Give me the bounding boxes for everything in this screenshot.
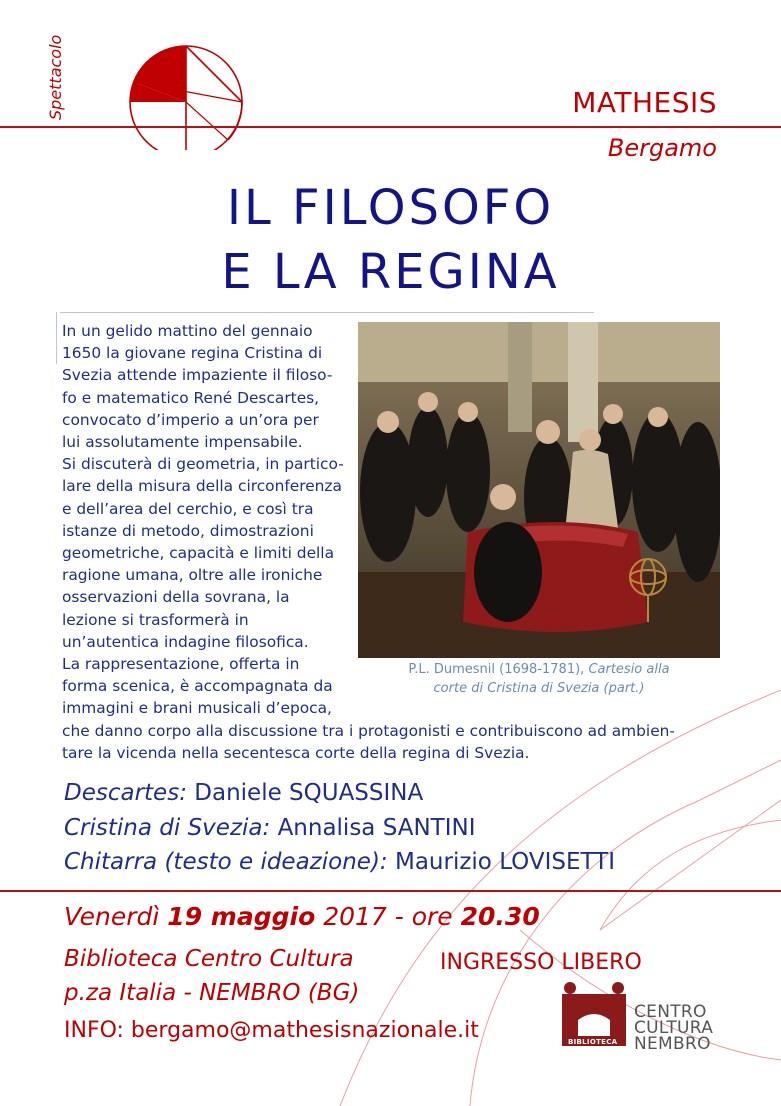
- painting-caption-line1: [358, 660, 720, 679]
- description-line: lui assolutamente impensabile.: [62, 433, 303, 452]
- description-line: osservazioni della sovrana, la: [62, 588, 290, 607]
- cast-role: Chitarra (testo e ideazione):: [64, 849, 395, 875]
- cast-name: Annalisa SANTINI: [277, 815, 476, 841]
- painting-caption-line2: [358, 679, 720, 698]
- vertical-label-spettacolo: Spettacolo: [46, 34, 65, 120]
- cast-row-chitarra: [64, 849, 615, 875]
- event-year: 2017 - ore: [315, 902, 461, 931]
- description-line: tare la vicenda nella secentesca corte della regina di Svezia.: [62, 743, 530, 762]
- description-line: Si discuterà di geometria, in partico-: [62, 455, 344, 474]
- event-date: 19 maggio: [167, 902, 316, 931]
- page-title-line2: E LA REGINA: [221, 244, 560, 300]
- description-line: immagini e brani musicali d’epoca,: [62, 699, 332, 718]
- bottom-rule: [0, 890, 781, 892]
- cast-name: Daniele SQUASSINA: [194, 780, 424, 806]
- description-line: che danno corpo alla discussione tra i protagonisti e contribuiscono ad ambien-: [62, 721, 675, 740]
- caption-author: P.L. Dumesnil (1698-1781),: [408, 662, 589, 677]
- logo-line1: CENTRO: [634, 1002, 707, 1022]
- free-entry-label: INGRESSO LIBERO: [440, 950, 642, 975]
- painting-image: [358, 322, 720, 658]
- event-datetime: [64, 902, 540, 931]
- description-line: ragione umana, oltre alle ironiche: [62, 566, 323, 585]
- description-line: lezione si trasformerà in: [62, 610, 249, 629]
- description-line: fo e matematico René Descartes,: [62, 388, 320, 407]
- logo-line3: NEMBRO: [634, 1034, 711, 1054]
- info-email[interactable]: INFO: bergamo@mathesisnazionale.it: [64, 1018, 479, 1043]
- painting-caption: [358, 660, 720, 698]
- cast-role: Cristina di Svezia:: [64, 815, 278, 841]
- cast-row-cristina: [64, 815, 476, 841]
- cast-role: Descartes:: [64, 780, 195, 806]
- logo-line2: CULTURA: [634, 1018, 714, 1038]
- description-line: forma scenica, è accompagnata da: [62, 677, 333, 696]
- caption-title-part2: corte di Cristina di Svezia (part.): [433, 681, 645, 696]
- description-line: convocato d’imperio a un’ora per: [62, 410, 319, 429]
- description-line: e dell’area del cerchio, e così tra: [62, 499, 314, 518]
- event-venue-line2: p.za Italia - NEMBRO (BG): [64, 980, 360, 1006]
- description-line: lare della misura della circonferenza: [62, 477, 342, 496]
- description-line: In un gelido mattino del gennaio: [62, 322, 313, 340]
- description-line: Svezia attende impaziente il filoso-: [62, 366, 333, 385]
- event-venue-line1: Biblioteca Centro Cultura: [64, 946, 354, 972]
- description-line: La rappresentazione, offerta in: [62, 655, 300, 674]
- description-line: 1650 la giovane regina Cristina di: [62, 344, 323, 363]
- mathesis-logo-icon: [78, 30, 278, 150]
- event-day: Venerdì: [64, 902, 168, 931]
- text-block-side-rule: [56, 312, 57, 364]
- page-title-line1: IL FILOSOFO: [226, 180, 555, 236]
- cast-name: Maurizio LOVISETTI: [394, 849, 616, 875]
- logo-badge: BIBLIOTECA: [568, 1038, 618, 1046]
- event-time: 20.30: [460, 902, 540, 931]
- description-line: un’autentica indagine filosofica.: [62, 632, 309, 651]
- cast-row-descartes: [64, 780, 423, 806]
- description-line: geometriche, capacità e limiti della: [62, 544, 335, 563]
- description-line: istanze di metodo, dimostrazioni: [62, 521, 314, 540]
- org-city: Bergamo: [607, 134, 717, 162]
- org-name: MATHESIS: [572, 86, 717, 119]
- top-rule: [0, 126, 781, 128]
- text-block-top-rule: [60, 312, 594, 313]
- caption-title-part1: Cartesio alla: [588, 662, 670, 677]
